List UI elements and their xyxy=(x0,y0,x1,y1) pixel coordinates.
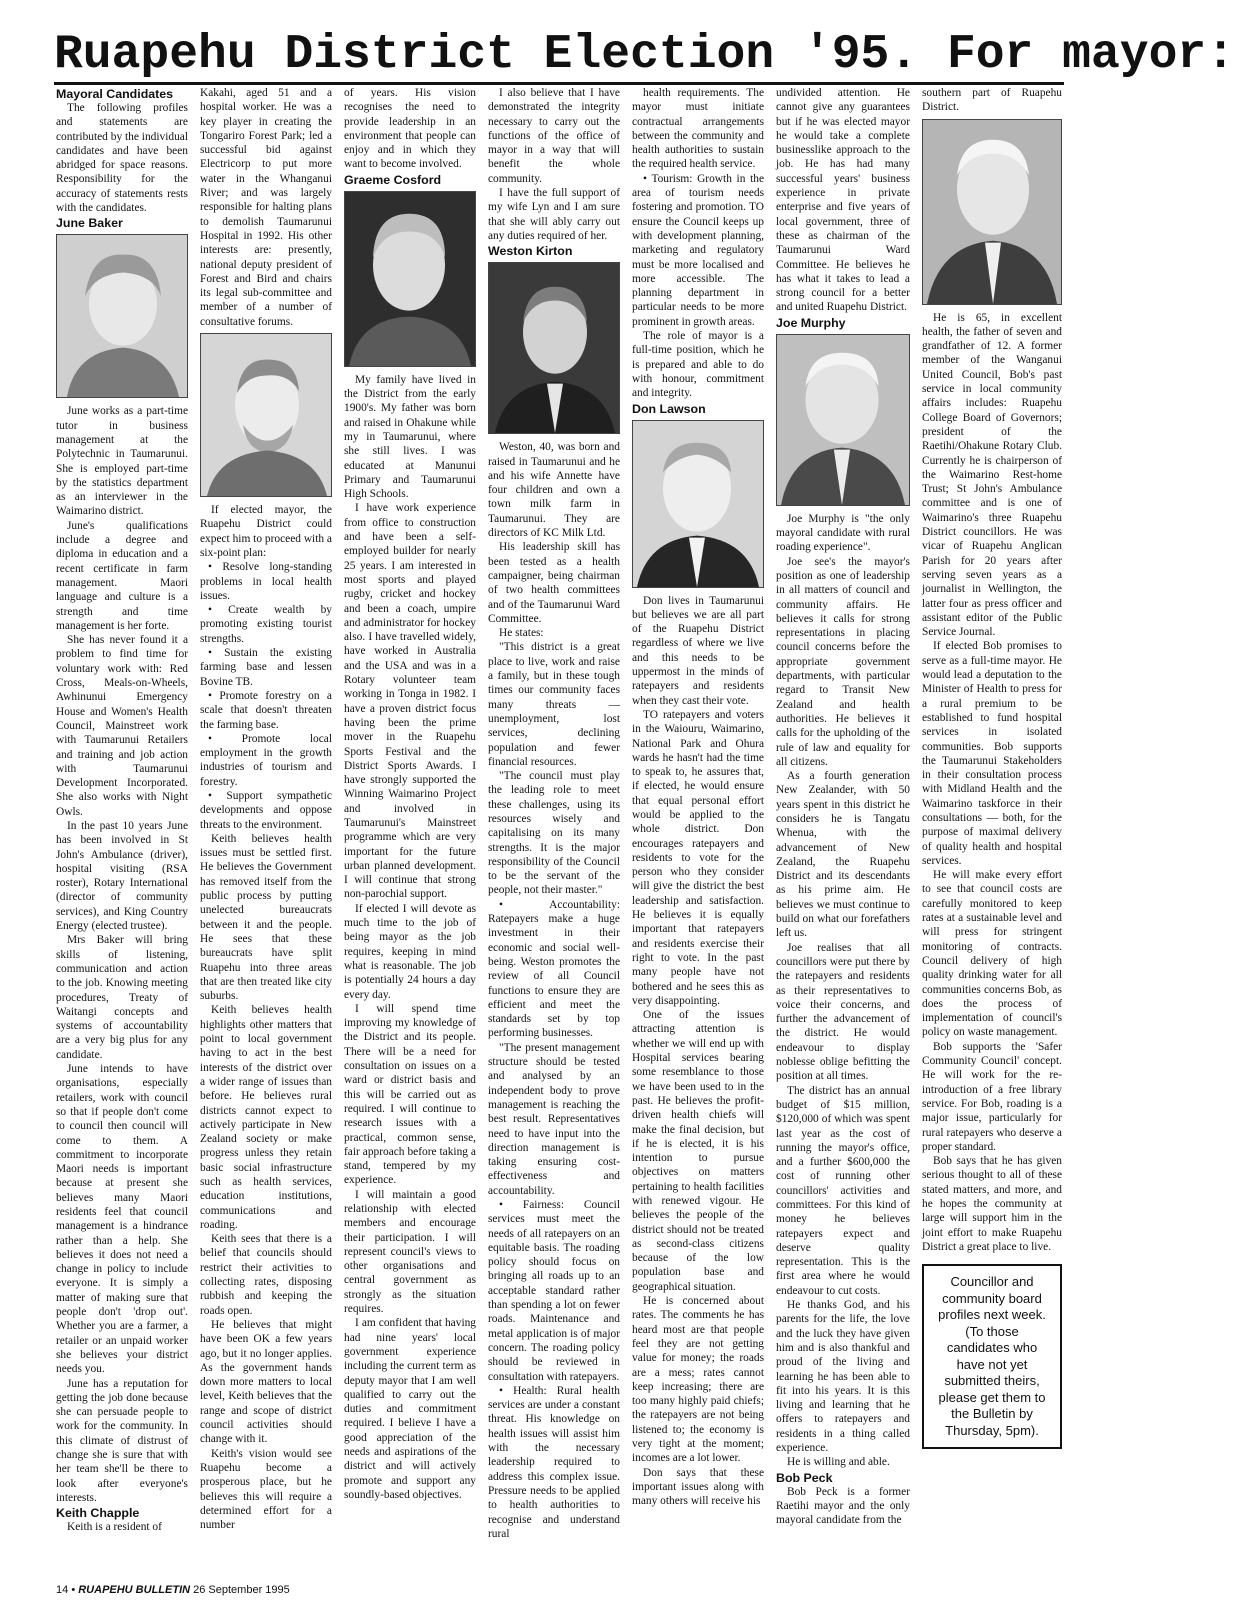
page-number: 14 xyxy=(56,1584,69,1596)
article-paragraph: I will maintain a good relationship with elected members and encourage their participation. I will represent council's views to other organisations and central government as strongly as the situation requires. xyxy=(344,1188,476,1316)
article-paragraph: Don lives in Taumarunui but believes we are all part of the Ruapehu District regardless of where we live and this needs to be uppermost in the minds of ratepayers and residents when they cast their vote. xyxy=(632,594,764,707)
article-paragraph: Keith believes health highlights other matters that point to local government having to act in the best interests of the district over a wider range of issues than before. He believes rural districts cannot expect to actively participate in New Zealand society or make progress unless they retain basic social infrastructure such as health services, education institutions, communications and roading. xyxy=(200,1004,332,1231)
article-paragraph: June intends to have organisations, especially retailers, work with council so that if people don't come to council then council will come to them. A commitment to incorporate Maori needs is important because at present she believes many Maori residents feel that council management is a hindrance rather than a help. She believes it does not need a change in policy to include everyone. It is simply a matter of making sure that people don't 'drop out'. Whether you are a farmer, a retailer or an unpaid worker she believes your district needs you. xyxy=(56,1063,188,1376)
candidate-name-weston-kirton: Weston Kirton xyxy=(488,244,573,259)
article-paragraph: He believes that might have been OK a few years ago, but it no longer applies. As the government hands down more matters to local level, Keith believes that the range and scope of district council activities should change with it. xyxy=(200,1318,332,1446)
section-heading: Mayoral Candidates xyxy=(56,87,174,101)
article-paragraph: TO ratepayers and voters in the Waiouru, Waimarino, National Park and Ohura wards he hasn't had the time to speak to, he assures that, if elected, he would ensure that equal personal effort would be applied to the whole district. Don encourages ratepayers and residents to vote for the person who they consider will give the district the best leadership and satisfaction. He believes it is equally important that ratepayers and residents exercise their right to vote. In the past many people have not bothered and he sees this as very disappointing. xyxy=(632,708,764,1007)
plan-bullet: • Support sympathetic developments and oppose threats to the environment. xyxy=(200,789,332,831)
article-paragraph: • Tourism: Growth in the area of tourism needs fostering and promotion. TO ensure the Council keeps up with development planning, marketing and regulatory must be more localised and more accessible. The planning department in particular needs to be more prominent in growth areas. xyxy=(632,172,764,328)
don-lawson-photo xyxy=(632,420,764,588)
column-7 xyxy=(922,86,1062,1572)
article-paragraph: "This district is a great place to live, work and raise a family, but in these tough times our community faces many threats — unemployment, lost services, declining population and fewer financial resources. xyxy=(488,641,620,768)
article-paragraph: One of the issues attracting attention is whether we will end up with Hospital services bearing some resemblance to those we have been used to in the past. He believes the profit-driven health chiefs will make the final decision, but if he is elected, it is his intention to pursue objectives on matters pertaining to health facilities with renewed vigour. He believes the people of the district should not be treated as second-class citizens because of the low population base and geographical situation. xyxy=(632,1009,764,1293)
candidate-name-don-lawson: Don Lawson xyxy=(632,401,706,416)
notice-line: Councillor and xyxy=(950,1274,1034,1290)
article-paragraph: His leadership skill has been tested as a health campaigner, being chairman of two health committees and of the Taumarunui Ward Committee. xyxy=(488,541,620,625)
article-paragraph: In the past 10 years June has been involved in St John's Ambulance (driver), hospital visiting (RSA roster), Rotary International (director of community services), and King Country Energy (elected trustee). xyxy=(56,819,188,933)
publication-name: RUAPEHU BULLETIN xyxy=(78,1584,191,1596)
article-paragraph: He is willing and able. xyxy=(787,1456,890,1469)
column-1 xyxy=(56,86,188,1572)
article-paragraph: Keith believes health issues must be settled first. He believes the Government has removed itself from the public process by putting unelected bureaucrats between it and the people. He sees that these bureaucrats have split Ruapehu into three areas that are then treated like city suburbs. xyxy=(200,832,332,1003)
article-paragraph: He will make every effort to see that council costs are carefully monitored to keep rates at a sustainable level and will press for stringent monitoring of contracts. Council delivery of high quality drinking water for all communities concerns Bob, as does the process of implementation of council's policy on waste management. xyxy=(922,869,1062,1039)
plan-bullet: • Sustain the existing farming base and lessen Bovine TB. xyxy=(200,647,332,688)
keith-chapple-photo xyxy=(200,333,332,497)
article-paragraph: Joe realises that all councillors were put there by the ratepayers and residents as their representatives to voice their concerns, and further the advancement of the district. He would endeavour to display noblesse oblige befitting the position at all times. xyxy=(776,941,910,1083)
article-paragraph: Bob says that he has given serious thought to all of these stated matters, and more, and he hopes the community at large will support him in the joint effort to make Ruapehu District a great place to live. xyxy=(922,1155,1062,1253)
article-paragraph: I have work experience from office to construction and have been a self-employed builder for nearly 25 years. I am interested in most sports and played rugby, cricket and hockey and been a coach, umpire and administrator for hockey also. I have travelled widely, have worked in Australia and the USA and was in a Rotary volunteer team working in Tonga in 1982. I have a proven district focus having been the prime mover in the Ruapehu Sports Festival and the District Sports Awards. I have strongly supported the Winning Waimarino Project and involved in Taumarunui's Mainstreet programme which are very important for the future urban planned development. I will continue that strong non-parochial support. xyxy=(344,502,476,901)
article-paragraph: Keith sees that there is a belief that councils should restrict their activities to collecting rates, disposing rubbish and keeping the roads open. xyxy=(200,1233,332,1317)
article-paragraph: As a fourth generation New Zealander, with 50 years spent in this district he considers he is Tangatu Whenua, with the advancement of New Zealand, the Ruapehu District and its descendants as his prime aim. He believes we must continue to build on what our forefathers left us. xyxy=(776,770,910,940)
article-paragraph: My family have lived in the District from the early 1900's. My father was born and raised in Ohakune while my in Taumarunui, where she still lives. I was educated at Manunui Primary and Taumarunui High Schools. xyxy=(344,373,476,501)
notice-line: community board xyxy=(942,1290,1042,1306)
continued-paragraph: Keith is a resident of xyxy=(67,1521,162,1534)
article-paragraph: Joe Murphy is "the only mayoral candidate with rural roading experience". xyxy=(776,512,910,554)
article-paragraph: Kakahi, aged 51 and a hospital worker. He was a key player in creating the Tongariro Forest Park; led a successful bid against Electricorp to put more water in the Whanganui River; and was largely responsible for halting plans to demolish Taumarunui Hospital in 1992. His other interests are: presently, national deputy president of Forest and Bird and chairs its legal sub-committee and member of a number of consultative forums. xyxy=(200,87,332,328)
candidate-name-joe-murphy: Joe Murphy xyxy=(776,315,846,330)
article-paragraph: I am confident that having had nine years' local government experience including the current term as deputy mayor that I am well qualified to carry out the duties and commitment required. I believe I have a good appreciation of the needs and aspirations of the district and will actively promote and support any soundly-based objectives. xyxy=(344,1317,476,1501)
continued-paragraph: Bob Peck is a former Raetihi mayor and the only mayoral candidate from the xyxy=(776,1485,910,1527)
article-paragraph: of years. His vision recognises the need to provide leadership in an environment that people can enjoy and in which they want to become involved. xyxy=(344,87,476,171)
notice-line: Thursday, 5pm). xyxy=(945,1422,1039,1438)
article-paragraph: Don says that these important issues along with many others will receive his xyxy=(632,1466,764,1508)
article-paragraph: I have the full support of my wife Lyn and I am sure that she will ably carry out any duties required of her. xyxy=(488,187,620,242)
notice-line: submitted theirs, xyxy=(944,1373,1040,1389)
article-paragraph: "The present management structure should be tested and analysed by an independent body to prove management is reaching the best result. Representatives need to have input into the direction management is taking ensuring cost-effectiveness and accountability. xyxy=(488,1041,620,1197)
article-paragraph: The role of mayor is a full-time position, which he is prepared and able to do with honour, commitment and integrity. xyxy=(632,330,764,400)
notice-line: profiles next week. xyxy=(938,1307,1046,1323)
plan-bullet: • Promote local employment in the growth industries of tourism and forestry. xyxy=(200,732,332,788)
bob-peck-photo xyxy=(922,119,1062,305)
article-paragraph: • Health: Rural health services are under a constant threat. His knowledge on health issues will assist him with the necessary leadership required to address this complex issue. Pressure needs to be applied to health authorities to recognise and understand rural xyxy=(488,1384,620,1540)
column-3 xyxy=(344,86,476,1572)
article-paragraph: I also believe that I have demonstrated the integrity necessary to carry out the functions of the office of mayor in a way that will benefit the whole community. xyxy=(488,87,620,185)
candidate-name-june-baker: June Baker xyxy=(56,216,123,231)
page-footer xyxy=(56,1584,290,1596)
joe-murphy-photo xyxy=(776,334,910,506)
notice-line: have not yet xyxy=(956,1356,1028,1372)
june-baker-photo xyxy=(56,234,188,398)
notice-box xyxy=(922,1264,1062,1449)
notice-line: the Bulletin by xyxy=(951,1406,1033,1422)
article-paragraph: "The council must play the leading role to meet these challenges, using its resources wisely and capitalising on its many strengths. It is the major responsibility of the Council to be the servant of the people, not their master." xyxy=(488,770,620,897)
article-paragraph: • Fairness: Council services must meet the needs of all ratepayers on an equitable basis. The roading policy should focus on bringing all roads up to an acceptable standard rather than spending a lot on fewer roads. Maintenance and metal application is of major concern. The roading policy should be reviewed in consultation with ratepayers. xyxy=(488,1199,620,1383)
article-paragraph: The district has an annual budget of $15 million, $120,000 of which was spent last year as the cost of running the mayor's office, and a further $600,000 the cost of running other councillors' activities and committees. For this kind of money he believes ratepayers expect and deserve quality representation. This is the first area where he would endeavour to cut costs. xyxy=(776,1084,910,1297)
article-paragraph: He is concerned about rates. The comments he has heard most are that people feel they are not getting value for money; the roads are a mess; rates cannot keep increasing; there are too many highly paid chiefs; the ratepayers are not being listened to; the economy is very tight at the moment; incomes are a lot lower. xyxy=(632,1295,764,1465)
candidate-name-bob-peck: Bob Peck xyxy=(776,1470,833,1485)
plan-intro: If elected mayor, the Ruapehu District could expect him to proceed with a six-point plan: xyxy=(200,504,332,559)
article-paragraph: Joe see's the mayor's position as one of leadership in all matters of council and community affairs. He believes it calls for strong representations in placing council concerns before the appropriate government departments, with particular regard to Transit New Zealand and health authorities. He believes it calls for the upholding of the rule of law and equality for all citizens. xyxy=(776,555,910,768)
column-5 xyxy=(632,86,764,1572)
column-2 xyxy=(200,86,332,1572)
article-paragraph: If elected Bob promises to serve as a full-time mayor. He would lead a deputation to the Minister of Health to press for a rural premium to be established to fund hospital services in isolated communities. Bob supports the Taumarunui Stakeholders in their consultation process with Midland Health and the Waimarino taskforce in their consultations — both, for the purpose of maximal delivery of quality health and hospital services. xyxy=(922,640,1062,867)
article-paragraph: undivided attention. He cannot give any guarantees but if he was elected mayor he would take a complete businesslike approach to the job. He has had many successful years' business experience in private enterprise and five years of local government, three of these as chairman of the Taumarunui Ward Committee. He believes he has what it takes to lead a strong council for a better and united Ruapehu District. xyxy=(776,87,910,314)
article-paragraph: June's qualifications include a degree and diploma in education and a recent certificate in farm management. Maori language and culture is a strength and time management is her forte. xyxy=(56,519,188,632)
plan-bullet: • Resolve long-standing problems in local health issues. xyxy=(200,561,332,602)
issue-date: 26 September 1995 xyxy=(193,1584,290,1596)
plan-bullet: • Create wealth by promoting existing tourist strengths. xyxy=(200,604,332,645)
article-paragraph: • Accountability: Ratepayers make a huge investment in their economic and social well-being. Weston promotes the review of all Council functions to ensure they are efficient and meet the standards set by top performing businesses. xyxy=(488,898,620,1040)
notice-line: candidates who xyxy=(946,1340,1038,1356)
article-paragraph: He thanks God, and his parents for the life, the love and the luck they have given him and is also thankful and proud of the living and learning he has been able to fit into his years. It is this living and learning that he offers to ratepayers and residents in a thing called experience. xyxy=(776,1299,910,1455)
article-paragraph: southern part of Ruapehu District. xyxy=(922,87,1062,114)
article-paragraph: She has never found it a problem to find time for voluntary work with: Red Cross, Meals-on-Wheels, Awhinunui Emergency House and Women's Health Council, Mainstreet work with Taumarunui Retailers and training and job action with Taumarunui Development Incorporated. She also works with Night Owls. xyxy=(56,634,188,818)
column-6 xyxy=(776,86,910,1572)
page-headline: Ruapehu District Election '95. For mayor: xyxy=(54,30,1064,85)
article-paragraph: Bob supports the 'Safer Community Council' concept. He will work for the re-introduction of a free library service. For Bob, roading is a major issue, particularly for rural ratepayers who deserve a proper standard. xyxy=(922,1040,1062,1153)
plan-bullet: • Promote forestry on a scale that doesn't threaten the farming base. xyxy=(200,689,332,731)
candidate-name-keith-chapple: Keith Chapple xyxy=(56,1506,140,1521)
weston-kirton-photo xyxy=(488,262,620,434)
article-paragraph: June works as a part-time tutor in business management at the Polytechnic in Taumarunui. She is employed part-time by the statistics department as an interviewer in the Waimarino district. xyxy=(56,405,188,518)
graeme-cosford-photo xyxy=(344,191,476,367)
article-paragraph: Keith's vision would see Ruapehu become a prosperous place, but he believes this will require a determined effort for a number xyxy=(200,1447,332,1532)
column-4 xyxy=(488,86,620,1572)
candidate-name-graeme-cosford: Graeme Cosford xyxy=(344,172,442,187)
article-paragraph: Mrs Baker will bring skills of listening, communication and action to the job. Knowing meeting procedures, Treaty of Waitangi concepts and systems of accountability are a very big plus for any candidate. xyxy=(56,934,188,1061)
intro-paragraph: The following profiles and statements are contributed by the individual candidates and have been abridged for space reasons. Responsibility for the accuracy of statements rests with the candidates. xyxy=(56,102,188,215)
article-paragraph: He is 65, in excellent health, the father of seven and grandfather of 12. A former member of the Wanganui United Council, Bob's past service in local community affairs includes: Ruapehu College Board of Governors; president of the Raetihi/Ohakune Rotary Club. Currently he is chairperson of the Waimarino Rest-home Trust; St John's Ambulance committee and is one of Waimarino's three Ruapehu District councillors. He was vicar of Ruapehu Anglican Parish for 20 years after serving seven years as a journalist in Wellington, the latter four as press officer and assistant editor of the Public Service Journal. xyxy=(922,311,1062,639)
article-paragraph: He states: xyxy=(499,627,544,640)
article-paragraph: Weston, 40, was born and raised in Taumarunui and he and his wife Annette have four children and own a town milk farm in Taumarunui. They are directors of KC Milk Ltd. xyxy=(488,441,620,540)
article-paragraph: June has a reputation for getting the job done because she can persuade people to work for the community. In this climate of distrust of change she is sure that with her team she'll be there to look after everyone's interests. xyxy=(56,1377,188,1504)
notice-line: (To those xyxy=(965,1323,1019,1339)
article-paragraph: If elected I will devote as much time to the job of being mayor as the job requires, keeping in mind what is reasonable. The job is potentially 24 hours a day every day. xyxy=(344,902,476,1001)
separator-dot: • xyxy=(71,1584,76,1596)
notice-line: please get them to xyxy=(938,1389,1046,1405)
article-paragraph: health requirements. The mayor must initiate contractual arrangements between the community and health authorities to sustain the required health service. xyxy=(632,87,764,171)
article-paragraph: I will spend time improving my knowledge of the District and its people. There will be a need for consultation on issues on a ward or district basis and this will be carried out as required. I will continue to research issues with a practical, common sense, fair approach before taking a stand, tempered by my experience. xyxy=(344,1002,476,1187)
